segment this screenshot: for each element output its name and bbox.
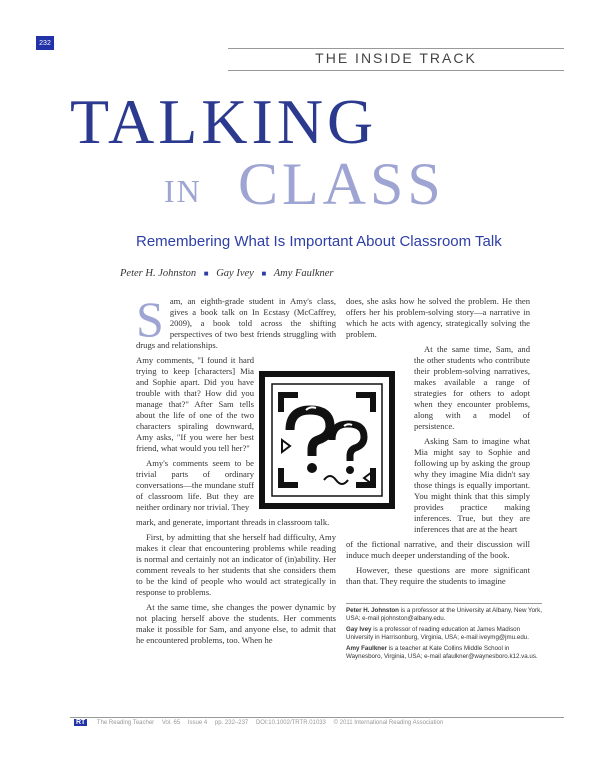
footer-issue: Issue 4	[187, 720, 208, 726]
page-number: 232	[36, 36, 54, 50]
author-note-name: Gay Ivey	[346, 626, 372, 633]
author-name: Gay Ivey	[216, 268, 254, 279]
author-notes-rule	[346, 603, 542, 604]
paragraph: mark, and generate, important threads in classroom talk.	[136, 517, 330, 527]
author-note-name: Amy Faulkner	[346, 645, 387, 652]
footer-pages: pp. 232–237	[214, 720, 249, 726]
paragraph: However, these questions are more significant than that. They require the students to imagine	[346, 565, 530, 586]
question-marks-illustration	[258, 370, 396, 510]
paragraph: At the same time, she changes the power dynamic by not placing herself above the students. Her comments make it possible for Sam, and anyone else, to admit that he encountered problems, too. When he	[136, 602, 336, 645]
author-note-text: is a professor at the University at Albany, New York, USA; e-mail pjohnston@albany.edu.	[346, 607, 542, 622]
author-note-name: Peter H. Johnston	[346, 607, 399, 614]
title-word-in: IN	[164, 173, 202, 209]
paragraph: of the fictional narrative, and their discussion will induce much deeper understanding of the book.	[346, 539, 530, 560]
paragraph: does, she asks how he solved the problem. He then offers her his problem-solving story—a narrative in which he acts with agency, strategically solving the problem.	[346, 296, 530, 339]
paragraph: Amy's comments seem to be trivial parts of ordinary conversations—the mundane stuff of classroom life. But they are neither ordinary nor trivial. They	[136, 458, 254, 512]
section-rule-top	[228, 48, 564, 49]
paragraph: Amy comments, "I found it hard trying to keep [characters] Mia and Sophie apart. Did you have trouble with that? How did you manage that?" After Sam tells about the life of one of the two characters spiraling downward, Amy asks, "If you were her best friend, what would you tell her?"	[136, 355, 254, 453]
footer-rule	[70, 717, 564, 718]
author-separator: ■	[261, 269, 267, 278]
author-note-text: is a professor of reading education at James Madison University in Harrisonburg, Virginia, USA; e-mail iveymg@jmu.edu.	[346, 626, 529, 641]
author-separator: ■	[203, 269, 209, 278]
author-notes	[346, 603, 542, 664]
section-rule-bottom	[228, 70, 564, 71]
section-label: THE INSIDE TRACK	[315, 50, 477, 66]
title-line-1: TALKING	[70, 86, 378, 157]
paragraph: First, by admitting that she herself had difficulty, Amy makes it clear that encountering problems while reading is normal and certainly not an indicator of (in)ability. Her comment reveals to her students that she considers them to be the kind of people who would act strategically in response to problems.	[136, 532, 336, 597]
page-footer	[74, 719, 574, 726]
paragraph: Asking Sam to imagine what Mia might say to Sophie and following up by asking the group why they imagine Mia didn't say those things is equally important. You might think that this simply provides practice making inferences. True, but they are inferences that are at the heart	[414, 436, 530, 534]
author-name: Amy Faulkner	[273, 268, 334, 279]
paragraph: At the same time, Sam, and the other students who contribute their problem-solving narratives, makes available a range of strategies for others to adopt when they encounter problems, along with a model of persistence.	[414, 344, 530, 431]
opening-text: am, an eighth-grade student in Amy's class, gives a book talk on In Ecstasy (McCaffrey, 2009), a book told across the shifting perspectives of two best friends struggling with drugs and relationships.	[136, 296, 336, 350]
author-byline	[120, 268, 334, 279]
rt-logo: RT	[76, 719, 86, 726]
drop-cap: S	[136, 291, 164, 347]
footer-doi: DOI:10.1002/TRTR.01033	[255, 720, 326, 726]
author-name: Peter H. Johnston	[120, 268, 197, 279]
author-note	[346, 607, 542, 623]
author-note	[346, 645, 542, 661]
opening-paragraph	[136, 291, 336, 351]
author-note	[346, 626, 542, 642]
footer-copyright: © 2011 International Reading Association	[333, 720, 444, 726]
author-note-text: is a teacher at Kate Collins Middle School in Waynesboro, Virginia, USA; e-mail afaulkner@waynesboro.k12.va.us.	[346, 645, 538, 660]
title-word-class: CLASS	[238, 151, 445, 217]
article-subtitle: Remembering What Is Important About Classroom Talk	[136, 233, 502, 250]
footer-volume: Vol. 65	[161, 720, 181, 726]
footer-journal: The Reading Teacher	[96, 720, 155, 726]
